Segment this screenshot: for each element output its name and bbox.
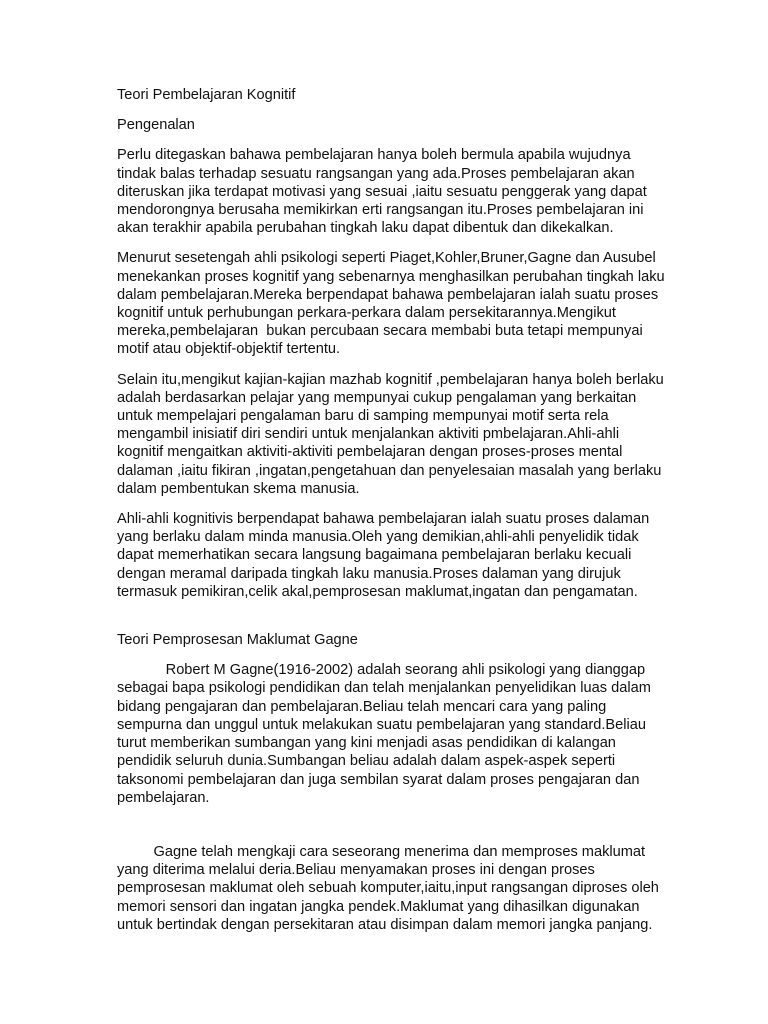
paragraph-1 bbox=[117, 146, 653, 237]
heading-text: Pengenalan bbox=[117, 117, 195, 134]
paragraph-line: mengambil inisiatif diri sendiri untuk menjalankan aktiviti pmbelajaran.Ahli-ahli bbox=[117, 426, 620, 443]
paragraph-line: untuk mempelajari pengalaman baru di samping mempunyai motif serta rela bbox=[117, 408, 609, 425]
section-heading-gagne bbox=[117, 631, 653, 649]
document-title bbox=[117, 86, 653, 104]
paragraph-line: tindak balas terhadap sesuatu rangsangan yang ada.Proses pembelajaran akan bbox=[117, 165, 635, 182]
paragraph-line: Menurut sesetengah ahli psikologi seperti Piaget,Kohler,Bruner,Gagne dan Ausubel bbox=[117, 250, 656, 267]
document-page bbox=[117, 86, 665, 946]
paragraph-line: taksonomi pembelajaran dan juga sembilan syarat dalam proses pengajaran dan bbox=[117, 771, 640, 788]
paragraph-5 bbox=[117, 661, 653, 807]
heading-text: Teori Pemprosesan Maklumat Gagne bbox=[117, 632, 358, 649]
paragraph-line: sebagai bapa psikologi pendidikan dan telah menjalankan penyelidikan luas dalam bbox=[117, 680, 651, 697]
paragraph-line: pendidik seluruh dunia.Sumbangan beliau adalah dalam aspek-aspek seperti bbox=[117, 753, 616, 770]
paragraph-line: mereka,pembelajaran bukan percubaan secara membabi buta tetapi mempunyai bbox=[117, 323, 643, 340]
paragraph-line: pemprosesan maklumat oleh sebuah komputer,iaitu,input rangsangan diproses oleh bbox=[117, 880, 659, 897]
paragraph-line: akan terakhir apabila perubahan tingkah laku dapat dibentuk dan dikekalkan. bbox=[117, 220, 614, 237]
paragraph-3 bbox=[117, 371, 664, 498]
paragraph-line: turut memberikan sumbangan yang kini menjadi asas pendidikan di kalangan bbox=[117, 735, 616, 752]
paragraph-line: dalaman ,iaitu fikiran ,ingatan,pengetahuan dan penyelesaian masalah yang berlaku bbox=[117, 462, 662, 479]
paragraph-line: dapat memerhatikan secara langsung bagaimana pembelajaran berlaku kecuali bbox=[117, 547, 632, 564]
paragraph-line: motif atau objektif-objektif tertentu. bbox=[117, 341, 341, 358]
paragraph-2 bbox=[117, 249, 665, 358]
paragraph-line: dalam pembentukan skema manusia. bbox=[117, 480, 360, 497]
paragraph-line: Robert M Gagne(1916-2002) adalah seorang ahli psikologi yang dianggap bbox=[117, 662, 646, 679]
paragraph-6 bbox=[117, 843, 659, 934]
paragraph-line: memori sensori dan ingatan jangka pendek.Maklumat yang dihasilkan digunakan bbox=[117, 898, 640, 915]
paragraph-4 bbox=[117, 510, 653, 601]
paragraph-line: yang berlaku dalam minda manusia.Oleh yang demikian,ahli-ahli penyelidik tidak bbox=[117, 529, 639, 546]
paragraph-line: termasuk pemikiran,celik akal,pemprosesan maklumat,ingatan dan pengamatan. bbox=[117, 583, 638, 600]
section-heading-pengenalan bbox=[117, 116, 653, 134]
paragraph-line: untuk bertindak dengan persekitaran atau disimpan dalam memori jangka panjang. bbox=[117, 916, 653, 933]
paragraph-line: kognitif untuk perhubungan perkara-perkara dalam persekitarannya.Mengikut bbox=[117, 305, 616, 322]
paragraph-line: Gagne telah mengkaji cara seseorang menerima dan memproses maklumat bbox=[117, 843, 646, 860]
title-text: Teori Pembelajaran Kognitif bbox=[117, 87, 296, 103]
paragraph-line: Perlu ditegaskan bahawa pembelajaran hanya boleh bermula apabila wujudnya bbox=[117, 147, 631, 164]
paragraph-line: Ahli-ahli kognitivis berpendapat bahawa pembelajaran ialah suatu proses dalaman bbox=[117, 511, 650, 528]
paragraph-line: diteruskan jika terdapat motivasi yang sesuai ,iaitu sesuatu penggerak yang dapat bbox=[117, 183, 647, 200]
paragraph-line: kognitif mengaitkan aktiviti-aktiviti pembelajaran dengan proses-proses mental bbox=[117, 444, 623, 461]
paragraph-line: pembelajaran. bbox=[117, 789, 210, 806]
paragraph-line: dengan meramal daripada tingkah laku manusia.Proses dalaman yang dirujuk bbox=[117, 565, 621, 582]
paragraph-line: menekankan proses kognitif yang sebenarnya menghasilkan perubahan tingkah laku bbox=[117, 268, 665, 285]
paragraph-line: yang diterima melalui deria.Beliau menyamakan proses ini dengan proses bbox=[117, 862, 595, 879]
paragraph-line: Selain itu,mengikut kajian-kajian mazhab kognitif ,pembelajaran hanya boleh berlaku bbox=[117, 371, 664, 388]
paragraph-line: bidang pengajaran dan pembelajaran.Beliau telah mencari cara yang paling bbox=[117, 698, 607, 715]
paragraph-line: sempurna dan unggul untuk melakukan suatu pembelajaran yang standard.Beliau bbox=[117, 716, 646, 733]
paragraph-line: adalah berdasarkan pelajar yang mempunyai cukup pengalaman yang berkaitan bbox=[117, 389, 637, 406]
paragraph-line: dalam pembelajaran.Mereka berpendapat bahawa pembelajaran ialah suatu proses bbox=[117, 286, 659, 303]
paragraph-line: mendorongnya berusaha memikirkan erti rangsangan itu.Proses pembelajaran ini bbox=[117, 202, 644, 219]
